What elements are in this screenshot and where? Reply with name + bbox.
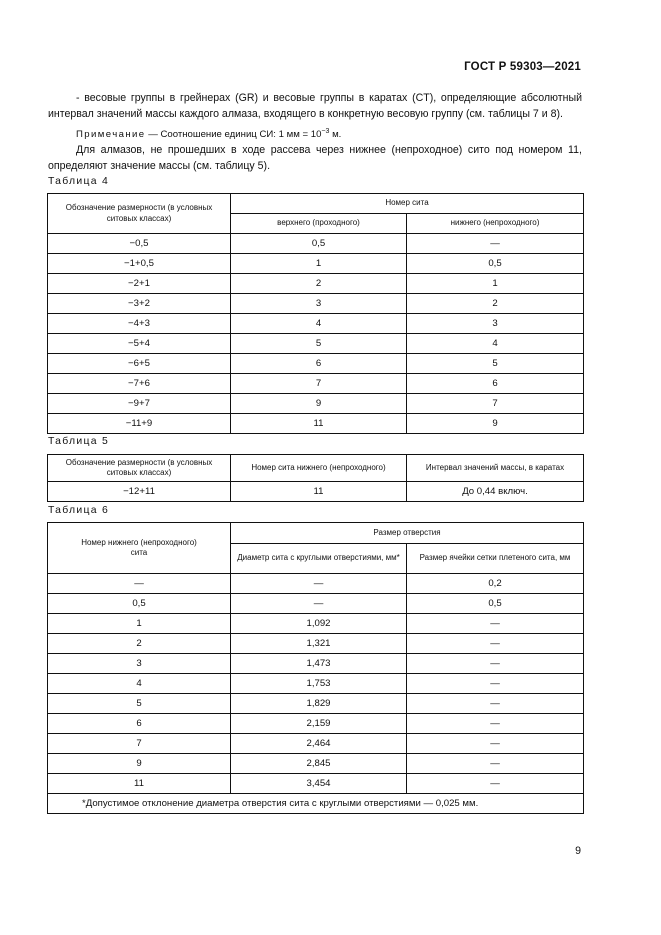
- table-cell: −6+5: [48, 354, 231, 374]
- table4: [47, 193, 584, 434]
- table-cell: —: [407, 694, 584, 714]
- table-cell: 1: [48, 614, 231, 634]
- table-cell: 1,753: [231, 674, 407, 694]
- table-cell: 2: [407, 294, 584, 314]
- table-cell: 2,845: [231, 754, 407, 774]
- table-cell: 5: [231, 334, 407, 354]
- table-cell: —: [407, 734, 584, 754]
- table6-head-mesh: Размер ячейки сетки плетеного сита, мм: [407, 544, 584, 574]
- table-row: [48, 674, 584, 694]
- table-cell: 11: [231, 414, 407, 434]
- table-row: [48, 294, 584, 314]
- note: [76, 124, 582, 143]
- table-cell: 1: [231, 254, 407, 274]
- table-cell: 2,464: [231, 734, 407, 754]
- note-unit: м.: [329, 129, 342, 141]
- table-row: [48, 354, 584, 374]
- table-row: [48, 774, 584, 794]
- table5-head-mass: Интервал значений массы, в каратах: [407, 455, 584, 482]
- table-row: [48, 614, 584, 634]
- table-cell: −0,5: [48, 234, 231, 254]
- table-cell: До 0,44 включ.: [407, 482, 584, 502]
- table6: [47, 522, 584, 814]
- table-cell: 3,454: [231, 774, 407, 794]
- table-cell: —: [407, 634, 584, 654]
- table-row: [48, 634, 584, 654]
- table-cell: —: [407, 754, 584, 774]
- table-cell: 1,092: [231, 614, 407, 634]
- table4-head-dimension: Обозначение размерности (в условных ситовых классах): [48, 194, 231, 234]
- table-row: [48, 414, 584, 434]
- table-cell: —: [407, 654, 584, 674]
- paragraph: Для алмазов, не прошедших в ходе рассева через нижнее (непроходное) сито под номером 11, определяют значение массы (см. таблицу 5).: [48, 144, 582, 172]
- table-cell: 0,2: [407, 574, 584, 594]
- bullet-paragraph: - весовые группы в грейнерах (GR) и весовые группы в каратах (CT), определяющие абсолютный интервал значений массы каждого алмаза, входящего в конкретную весовую группу (см. таблицы 7 и 8).: [48, 92, 582, 120]
- table-cell: 6: [231, 354, 407, 374]
- table-cell: 6: [48, 714, 231, 734]
- table-cell: 5: [48, 694, 231, 714]
- table-cell: −9+7: [48, 394, 231, 414]
- table5: [47, 454, 584, 502]
- table-cell: 9: [48, 754, 231, 774]
- document-id: ГОСТ Р 59303—2021: [464, 61, 581, 73]
- note-text: — Соотношение единиц СИ: 1 мм = 10: [145, 129, 322, 141]
- table4-head-sieve-number: Номер сита: [231, 194, 584, 214]
- table-cell: —: [407, 234, 584, 254]
- table5-head-sieve: Номер сита нижнего (непроходного): [231, 455, 407, 482]
- table-cell: —: [48, 574, 231, 594]
- table-cell: 1,829: [231, 694, 407, 714]
- table-cell: 1,473: [231, 654, 407, 674]
- table-cell: −5+4: [48, 334, 231, 354]
- table-row: [48, 394, 584, 414]
- table-cell: 7: [231, 374, 407, 394]
- table4-head-upper: верхнего (проходного): [231, 214, 407, 234]
- note-label: Примечание: [76, 129, 146, 141]
- table-row: [48, 482, 584, 502]
- table-row: [48, 334, 584, 354]
- table-cell: 4: [231, 314, 407, 334]
- table5-caption: Таблица 5: [48, 436, 110, 447]
- table-cell: −1+0,5: [48, 254, 231, 274]
- table-cell: 0,5: [407, 594, 584, 614]
- table-cell: —: [231, 594, 407, 614]
- note-exponent: −3: [321, 128, 330, 135]
- table-cell: 3: [48, 654, 231, 674]
- table5-head-dimension: Обозначение размерности (в условных ситовых классах): [48, 455, 231, 482]
- table-cell: 2,159: [231, 714, 407, 734]
- table-cell: 1: [407, 274, 584, 294]
- table-row: [48, 594, 584, 614]
- table-cell: 3: [231, 294, 407, 314]
- table-row: [48, 734, 584, 754]
- table-cell: −11+9: [48, 414, 231, 434]
- table-cell: 4: [48, 674, 231, 694]
- table-cell: −4+3: [48, 314, 231, 334]
- table-cell: 7: [48, 734, 231, 754]
- table-cell: —: [231, 574, 407, 594]
- table-row: [48, 234, 584, 254]
- table4-head-lower: нижнего (непроходного): [407, 214, 584, 234]
- page-number: 9: [575, 845, 581, 857]
- table4-caption: Таблица 4: [48, 176, 110, 187]
- table-row: [48, 314, 584, 334]
- table6-head-opening-size: Размер отверстия: [231, 523, 584, 544]
- table-cell: 6: [407, 374, 584, 394]
- table6-head-sieve-number: Номер нижнего (непроходного) сита: [48, 523, 231, 574]
- table6-footnote-row: [48, 794, 584, 814]
- table-cell: 11: [48, 774, 231, 794]
- table-cell: −7+6: [48, 374, 231, 394]
- table-row: [48, 694, 584, 714]
- table-cell: —: [407, 774, 584, 794]
- table-cell: 1,321: [231, 634, 407, 654]
- table6-head-diameter: Диаметр сита с круглыми отверстиями, мм*: [231, 544, 407, 574]
- table-cell: 0,5: [407, 254, 584, 274]
- table-cell: 5: [407, 354, 584, 374]
- table-cell: 0,5: [48, 594, 231, 614]
- table-cell: 9: [407, 414, 584, 434]
- table-cell: −2+1: [48, 274, 231, 294]
- table-cell: −12+11: [48, 482, 231, 502]
- table-row: [48, 254, 584, 274]
- table-cell: —: [407, 614, 584, 634]
- table-cell: —: [407, 714, 584, 734]
- table-row: [48, 374, 584, 394]
- table-cell: 3: [407, 314, 584, 334]
- table-row: [48, 574, 584, 594]
- table6-footnote: *Допустимое отклонение диаметра отверстия сита с круглыми отверстиями — 0,025 мм.: [48, 794, 584, 814]
- table-cell: −3+2: [48, 294, 231, 314]
- table-cell: 4: [407, 334, 584, 354]
- table-row: [48, 654, 584, 674]
- table6-caption: Таблица 6: [48, 505, 110, 516]
- table-cell: 9: [231, 394, 407, 414]
- table-cell: —: [407, 674, 584, 694]
- table-cell: 2: [48, 634, 231, 654]
- table-row: [48, 274, 584, 294]
- table-cell: 7: [407, 394, 584, 414]
- table-row: [48, 714, 584, 734]
- table-cell: 0,5: [231, 234, 407, 254]
- table-cell: 2: [231, 274, 407, 294]
- table-row: [48, 754, 584, 774]
- table-cell: 11: [231, 482, 407, 502]
